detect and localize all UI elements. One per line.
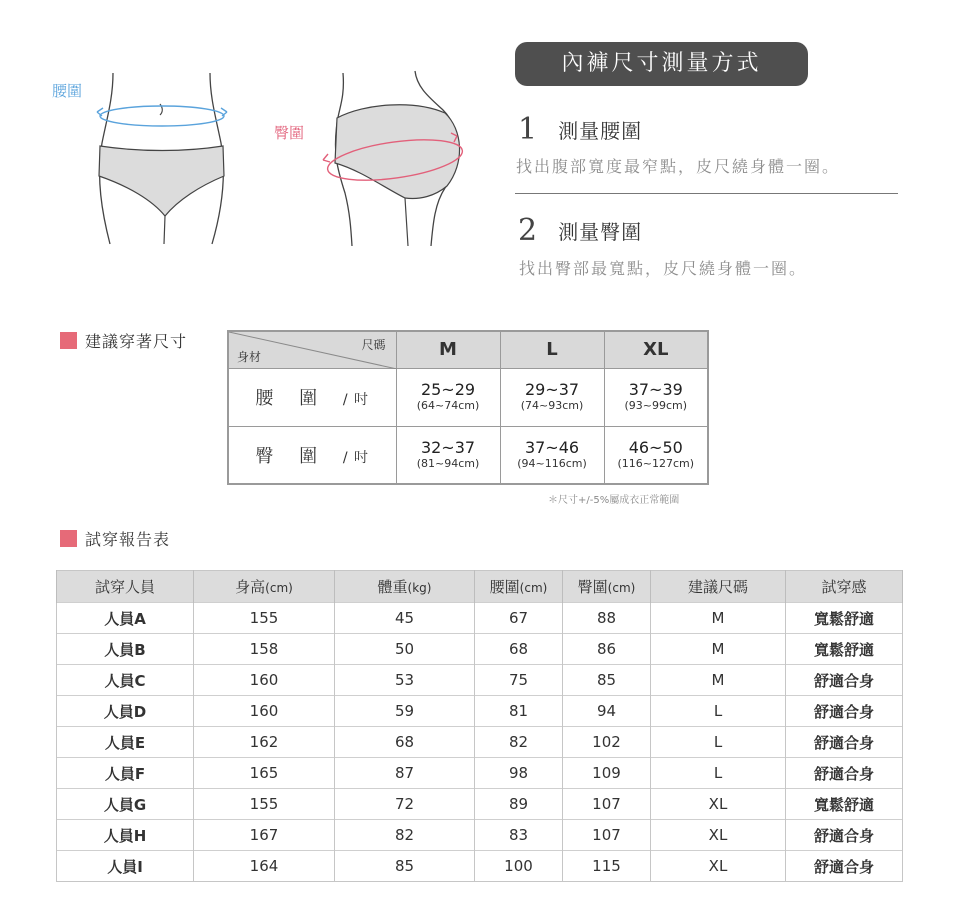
table-cell: 107 xyxy=(563,820,651,851)
step-number: 1 xyxy=(518,112,538,147)
step-title: 測量腰圍 xyxy=(558,119,643,143)
table-cell: 舒適合身 xyxy=(786,696,903,727)
column-unit: (cm) xyxy=(607,581,636,595)
table-cell: 115 xyxy=(563,851,651,882)
table-cell: 人員A xyxy=(57,603,194,634)
size-row-waist xyxy=(228,368,708,426)
table-cell: 94 xyxy=(563,696,651,727)
report-table-body xyxy=(57,603,903,882)
size-cell xyxy=(396,426,500,484)
size-tolerance-note: ＊尺寸+/-5%屬成衣正常範圍 xyxy=(548,495,680,506)
table-cell: 98 xyxy=(475,758,563,789)
table-cell: 53 xyxy=(335,665,475,696)
table-cell: 舒適合身 xyxy=(786,851,903,882)
table-cell: 165 xyxy=(194,758,335,789)
table-row xyxy=(57,665,903,696)
hip-label: 臀圍 xyxy=(274,124,305,142)
corner-body-label: 身材 xyxy=(237,349,262,364)
table-cell: L xyxy=(651,696,786,727)
report-column-header xyxy=(651,571,786,603)
table-cell: 人員E xyxy=(57,727,194,758)
table-cell: 45 xyxy=(335,603,475,634)
table-cell: 59 xyxy=(335,696,475,727)
table-cell: 155 xyxy=(194,603,335,634)
size-header-xl: XL xyxy=(604,331,708,368)
size-cell xyxy=(500,426,604,484)
cm-range: (74~93cm) xyxy=(520,399,584,412)
table-cell: 寬鬆舒適 xyxy=(786,789,903,820)
table-cell: 82 xyxy=(335,820,475,851)
heading-marker-square xyxy=(60,332,77,349)
step-1-description: 找出腹部寬度最窄點，皮尺繞身體一圈。 xyxy=(516,157,841,176)
table-cell: 167 xyxy=(194,820,335,851)
fitting-report-table xyxy=(56,570,903,882)
column-label: 體重 xyxy=(377,578,408,596)
inch-range: 29~37 xyxy=(524,380,580,399)
table-cell: 72 xyxy=(335,789,475,820)
table-cell: 158 xyxy=(194,634,335,665)
table-cell: 100 xyxy=(475,851,563,882)
row-label-unit: / 吋 xyxy=(342,449,370,466)
inch-range: 32~37 xyxy=(420,437,476,457)
size-cell xyxy=(500,368,604,426)
report-column-header xyxy=(563,571,651,603)
table-cell: 89 xyxy=(475,789,563,820)
table-row xyxy=(57,758,903,789)
table-cell: 67 xyxy=(475,603,563,634)
column-label: 試穿人員 xyxy=(94,578,155,596)
table-cell: 75 xyxy=(475,665,563,696)
table-row xyxy=(57,727,903,758)
table-row xyxy=(57,789,903,820)
report-section-title: 試穿報告表 xyxy=(85,530,171,549)
table-cell: 85 xyxy=(563,665,651,696)
table-cell: L xyxy=(651,758,786,789)
cm-range: (81~94cm) xyxy=(416,456,480,470)
size-table-corner xyxy=(228,331,396,368)
table-cell: 81 xyxy=(475,696,563,727)
table-row xyxy=(57,634,903,665)
size-table-header xyxy=(228,331,708,368)
size-header-m: M xyxy=(396,331,500,368)
column-unit: (cm) xyxy=(519,581,548,595)
report-table-header xyxy=(57,571,903,603)
step-title: 測量臀圍 xyxy=(558,220,643,244)
table-cell: 160 xyxy=(194,696,335,727)
table-cell: M xyxy=(651,665,786,696)
table-cell: 160 xyxy=(194,665,335,696)
column-label: 身高 xyxy=(235,578,266,596)
size-cell xyxy=(396,368,500,426)
row-label-text: 腰 圍 xyxy=(255,388,328,409)
report-column-header xyxy=(335,571,475,603)
corner-size-label: 尺碼 xyxy=(361,338,386,352)
report-section-heading xyxy=(60,527,170,550)
report-column-header xyxy=(786,571,903,603)
table-cell: 164 xyxy=(194,851,335,882)
column-label: 試穿感 xyxy=(821,578,867,596)
heading-marker-square xyxy=(60,530,77,547)
table-row xyxy=(57,696,903,727)
cm-range: (93~99cm) xyxy=(624,399,688,412)
table-cell: 68 xyxy=(335,727,475,758)
size-table xyxy=(227,330,709,485)
size-section-title: 建議穿著尺寸 xyxy=(85,332,188,351)
table-cell: 人員G xyxy=(57,789,194,820)
waist-figure-illustration xyxy=(80,68,250,250)
table-cell: 88 xyxy=(563,603,651,634)
table-cell: 人員H xyxy=(57,820,194,851)
table-cell: 人員F xyxy=(57,758,194,789)
column-unit: (cm) xyxy=(265,581,293,595)
inch-range: 37~39 xyxy=(628,380,683,399)
table-cell: 寬鬆舒適 xyxy=(786,634,903,665)
table-cell: 人員B xyxy=(57,634,194,665)
table-row xyxy=(57,603,903,634)
column-label: 腰圍 xyxy=(489,578,520,596)
table-cell: 50 xyxy=(335,634,475,665)
cm-range: (94~116cm) xyxy=(517,456,587,470)
table-cell: 人員I xyxy=(57,851,194,882)
size-section-heading xyxy=(60,329,187,352)
table-row xyxy=(57,851,903,882)
table-cell: 87 xyxy=(335,758,475,789)
step-2-heading xyxy=(518,213,642,248)
table-cell: M xyxy=(651,634,786,665)
row-label-text: 臀 圍 xyxy=(255,445,328,467)
row-label-waist xyxy=(228,368,396,426)
table-cell: 寬鬆舒適 xyxy=(786,603,903,634)
table-cell: 155 xyxy=(194,789,335,820)
table-cell: 68 xyxy=(475,634,563,665)
size-cell xyxy=(604,368,708,426)
table-cell: 86 xyxy=(563,634,651,665)
inch-range: 37~46 xyxy=(524,437,580,457)
table-cell: 人員C xyxy=(57,665,194,696)
table-cell: XL xyxy=(651,851,786,882)
measurement-title: 內褲尺寸測量方式 xyxy=(515,42,808,86)
cm-range: (116~127cm) xyxy=(617,456,695,470)
table-cell: XL xyxy=(651,789,786,820)
size-cell xyxy=(604,426,708,484)
table-cell: L xyxy=(651,727,786,758)
cm-range: (64~74cm) xyxy=(416,399,480,412)
table-cell: 舒適合身 xyxy=(786,727,903,758)
table-cell: 162 xyxy=(194,727,335,758)
inch-range: 25~29 xyxy=(420,380,476,399)
hip-figure-illustration xyxy=(305,68,480,250)
report-column-header xyxy=(194,571,335,603)
table-cell: 82 xyxy=(475,727,563,758)
size-header-l: L xyxy=(500,331,604,368)
report-column-header xyxy=(475,571,563,603)
inch-range: 46~50 xyxy=(628,437,683,457)
column-label: 臀圍 xyxy=(577,578,608,596)
table-cell: 107 xyxy=(563,789,651,820)
step-divider xyxy=(515,193,898,194)
step-1-heading xyxy=(518,112,642,147)
row-label-unit: / 吋 xyxy=(342,392,370,408)
table-cell: 85 xyxy=(335,851,475,882)
table-cell: 舒適合身 xyxy=(786,665,903,696)
waist-label: 腰圍 xyxy=(52,82,83,100)
step-2-description: 找出臀部最寬點，皮尺繞身體一圈。 xyxy=(519,259,808,278)
table-cell: 舒適合身 xyxy=(786,758,903,789)
column-label: 建議尺碼 xyxy=(687,578,748,596)
table-cell: 舒適合身 xyxy=(786,820,903,851)
report-column-header xyxy=(57,571,194,603)
table-cell: 102 xyxy=(563,727,651,758)
column-unit: (kg) xyxy=(407,581,432,595)
table-cell: 人員D xyxy=(57,696,194,727)
step-number: 2 xyxy=(518,213,538,248)
table-row xyxy=(57,820,903,851)
row-label-hip xyxy=(228,426,396,484)
size-row-hip xyxy=(228,426,708,484)
table-cell: 109 xyxy=(563,758,651,789)
table-cell: XL xyxy=(651,820,786,851)
table-cell: M xyxy=(651,603,786,634)
table-cell: 83 xyxy=(475,820,563,851)
